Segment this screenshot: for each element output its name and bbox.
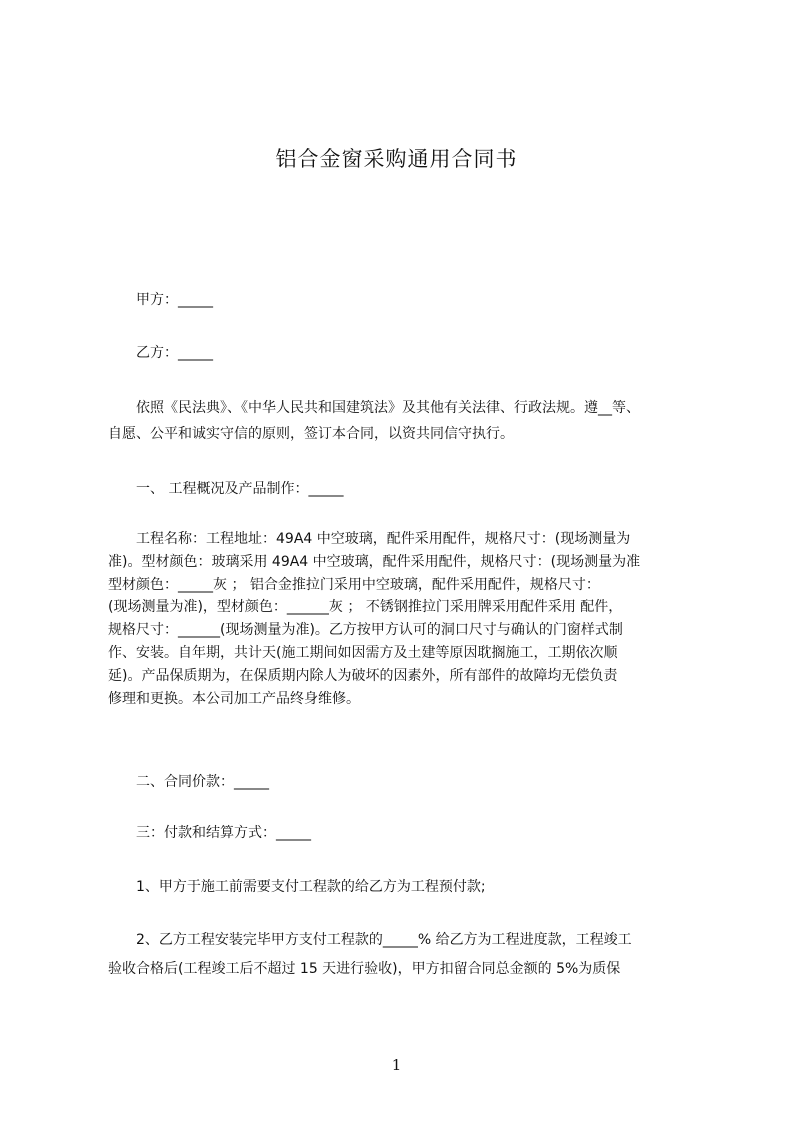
section1-body-line: 工程名称：工程地址：49A4 中空玻璃，配件采用配件，规格尺寸：(现场测量为: [136, 531, 631, 547]
section1-body-line: 规格尺寸：______(现场测量为准)。乙方按甲方认可的洞口尺寸与确认的门窗样式制: [108, 622, 623, 639]
payment-item-2-line-1: 2、乙方工程安装完毕甲方支付工程款的_____% 给乙方为工程进度款，工程竣工: [136, 932, 632, 948]
section1-body-line: 作、安装。自年期，共计天(施工期间如因需方及土建等原因耽搁施工，工期依次顺: [108, 644, 618, 661]
preamble-line-1: 依照《民法典》、《中华人民共和国建筑法》及其他有关法律、行政法规。遵__等、: [136, 400, 640, 416]
payment-item-2-line-2: 验收合格后(工程竣工后不超过 15 天进行验收)，甲方扣留合同总金额的 5%为质保: [108, 961, 621, 977]
party-a-line: 甲方：_____: [136, 292, 213, 308]
section1-body-line: (现场测量为准)，型材颜色：______灰 ； 不锈钢推拉门采用牌采用配件采用 配件，: [108, 599, 623, 616]
section3-heading: 三：付款和结算方式：_____: [136, 825, 311, 841]
section1-body-line: 延)。产品保质期为，在保质期内除人为破坏的因素外，所有部件的故障均无偿负责: [108, 667, 618, 684]
section1-heading: 一、 工程概况及产品制作：_____: [136, 481, 344, 497]
section1-body: [108, 528, 703, 710]
party-b-line: 乙方：_____: [136, 345, 213, 361]
section1-body-line: 修理和更换。本公司加工产品终身维修。: [108, 690, 360, 707]
preamble-line-2: 自愿、公平和诚实守信的原则，签订本合同，以资共同信守执行。: [108, 426, 514, 442]
section1-body-line: 准)。型材颜色：玻璃采用 49A4 中空玻璃，配件采用配件，规格尺寸：(现场测量为准: [108, 553, 641, 570]
section2-heading: 二、合同价款：_____: [136, 774, 269, 790]
section1-body-line: 型材颜色：_____灰 ； 铝合金推拉门采用中空玻璃，配件采用配件，规格尺寸：: [108, 576, 600, 593]
payment-item-1: 1、甲方于施工前需要支付工程款的给乙方为工程预付款;: [136, 879, 486, 895]
document-title: 铝合金窗采购通用合同书: [275, 147, 518, 171]
page-number: 1: [391, 1056, 402, 1074]
